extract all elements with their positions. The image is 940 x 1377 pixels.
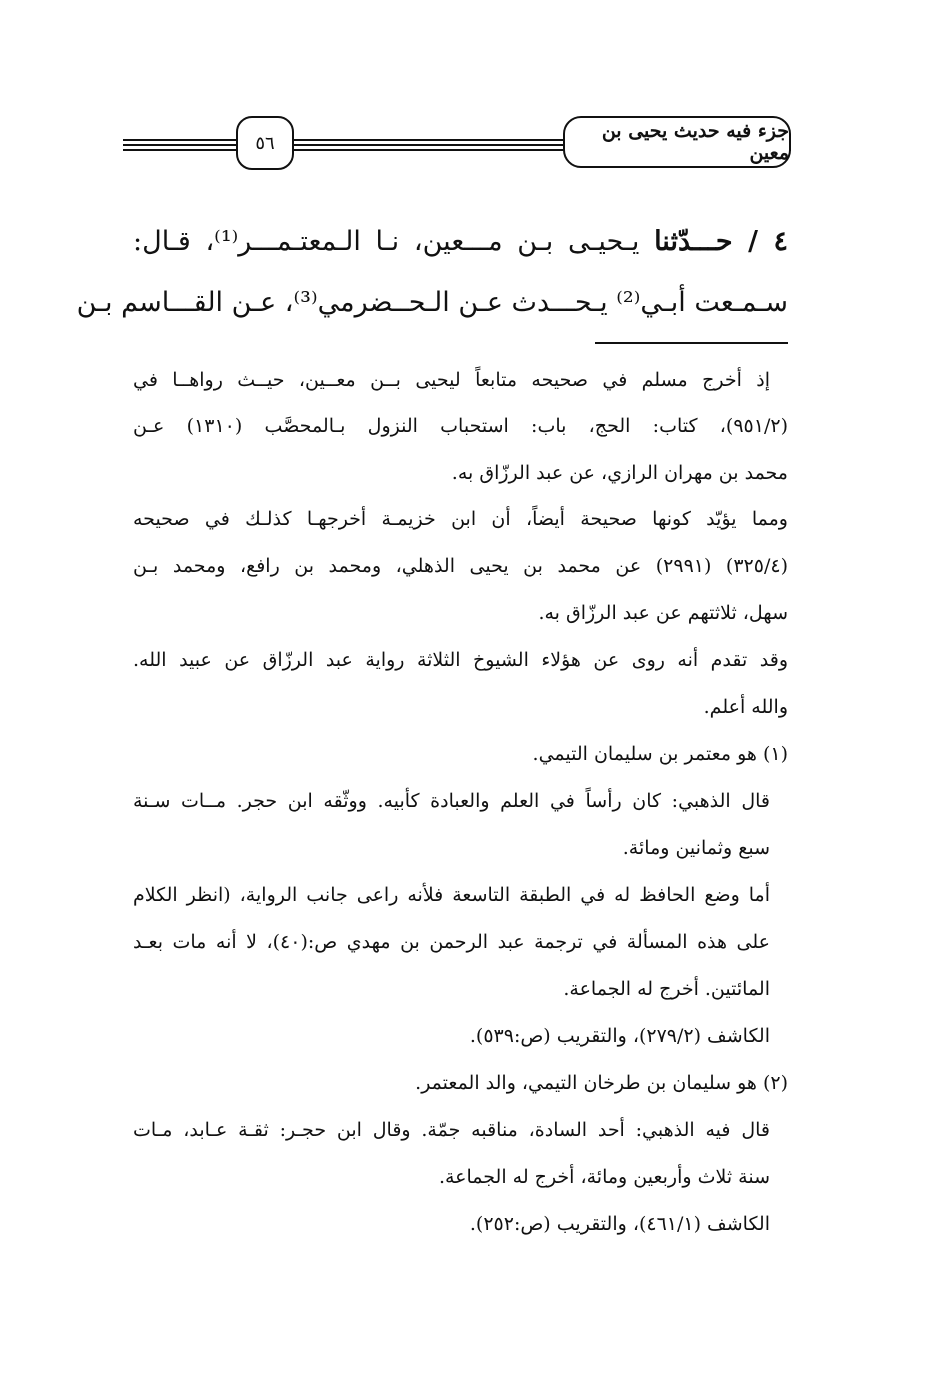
footnote-line: على هذه المسألة في ترجمة عبد الرحمن بن مهدي ص:(٤٠)، لا أنه مات بعـد: [133, 931, 770, 953]
footnote-line: سهل، ثلاثتهم عن عبد الرزّاق به.: [538, 602, 788, 624]
footnote-line: (٩٥١/٢)، كتاب: الحج، باب: استحباب النزول بـالمحصَّب (١٣١٠) عـن: [133, 415, 788, 437]
footnote-line: وقد تقدم أنه روى عن هؤلاء الشيوخ الثلاثة رواية عبد الرزّاق عن عبيد الله.: [133, 649, 788, 671]
footnote-line: (٢) هو سليمان بن طرخان التيمي، والد المعتمر.: [415, 1072, 788, 1094]
footnote-line: الكاشف (٢٧٩/٢)، والتقريب (ص:٥٣٩).: [469, 1025, 770, 1047]
page-number-box: [236, 116, 294, 170]
footnote-line: قال فيه الذهبي: أحد السادة، مناقبه جمّة. وقال ابن حجـر: ثقـة عـابد، مـات: [133, 1119, 770, 1141]
header-title-box: [563, 116, 791, 168]
footnote-line: سبع وثمانين ومائة.: [622, 837, 770, 859]
footnote-line: سنة ثلاث وأربعين ومائة، أخرج له الجماعة.: [438, 1166, 770, 1188]
page-number: ٥٦: [255, 132, 275, 154]
footnote-line: محمد بن مهران الرازي، عن عبد الرزّاق به.: [451, 462, 788, 484]
main-text-line-2: [76, 283, 788, 323]
footnote-line: (١) هو معتمر بن سليمان التيمي.: [532, 743, 788, 765]
main-text-line-1-rest: يـحيـى بـن مـــعين، نـا الـمعتـمـــر⁽¹⁾، قـال:: [133, 226, 655, 257]
footnote-divider: [595, 342, 788, 344]
main-text-line-1: [133, 222, 788, 262]
footnote-line: أما وضع الحافظ له في الطبقة التاسعة فلأنه راعى جانب الرواية، (انظر الكلام: [133, 884, 770, 906]
hadith-number: ٤ /: [732, 226, 788, 257]
footnote-line: قال الذهبي: كان رأساً في العلم والعبادة كأبيه. ووثّقه ابن حجر. مــات سـنة: [133, 790, 770, 812]
footnote-line: المائتين. أخرج له الجماعة.: [563, 978, 770, 1000]
footnote-line: ومما يؤيّد كونها صحيحة أيضاً، أن ابن خزيمـة أخرجهـا كذلـك في صحيحه: [133, 508, 788, 530]
main-text-line-2-text: سـمـعت أبـي⁽²⁾ يـحـــدث عـن الـحــضرمي⁽³⁾، عـن القـــاسم بـن: [76, 287, 788, 318]
footnote-line: (٣٢٥/٤) (٢٩٩١) عن محمد بن يحيى الذهلي، ومحمد بن رافع، ومحمد بـن: [133, 555, 788, 577]
footnote-line: إذ أخرج مسلم في صحيحه متابعاً ليحيى بــن معــين، حيــث رواهــا في: [133, 369, 770, 391]
footnote-line: الكاشف (٤٦١/١)، والتقريب (ص:٢٥٢).: [469, 1213, 770, 1235]
footnote-line: والله أعلم.: [703, 696, 788, 718]
hadith-opening-word: حـــدّثنا: [654, 226, 733, 257]
header-title: جزء فيه حديث يحيى بن معين: [601, 120, 789, 164]
